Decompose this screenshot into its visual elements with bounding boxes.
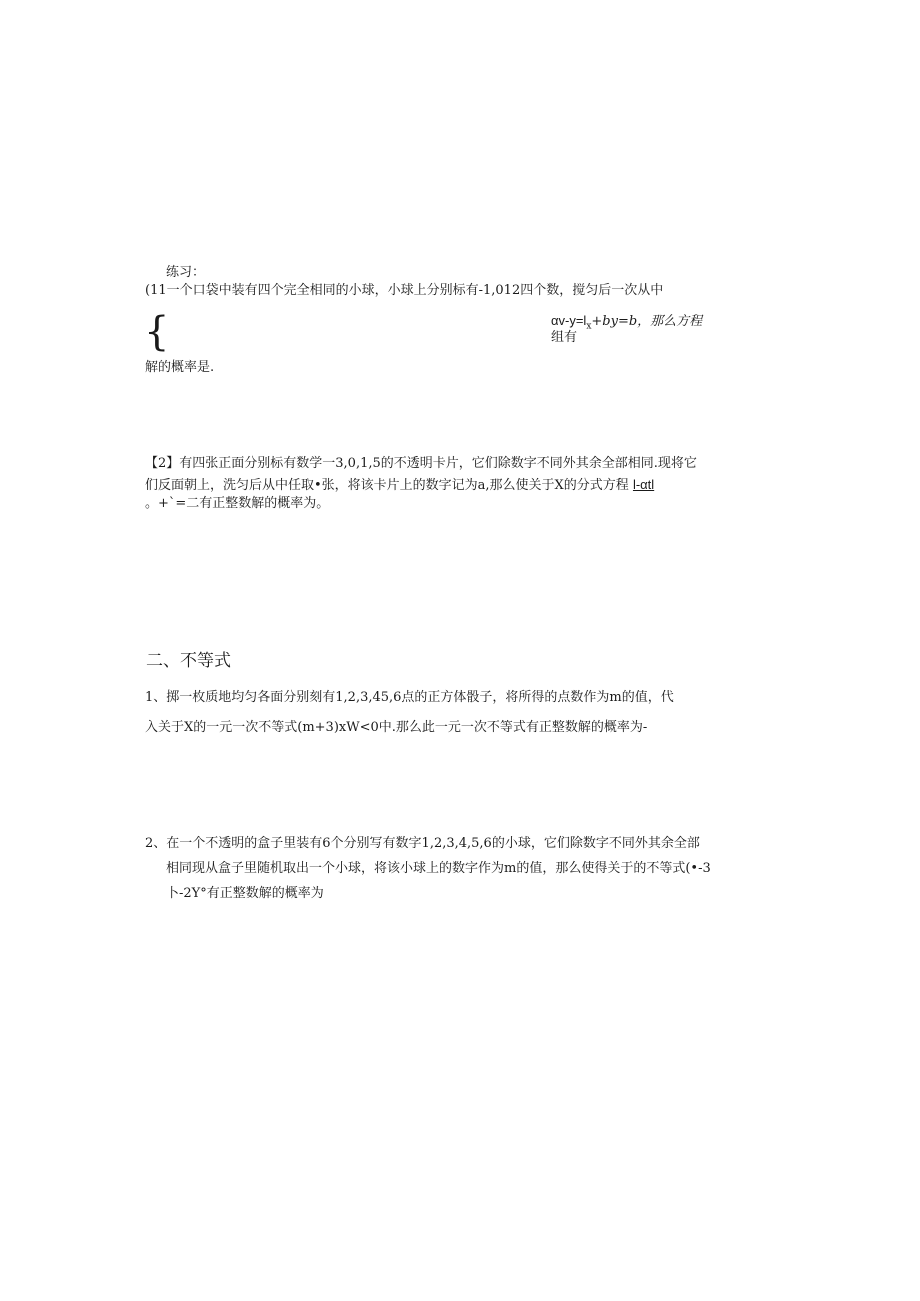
equation-part-2: +by=b，那么方程 xyxy=(591,314,703,329)
fraction-numerator: l-αtl xyxy=(632,477,655,492)
section-heading-inequality: 二、不等式 xyxy=(146,651,231,671)
item-2-line-3: 卜-2Y°有正整数解的概率为 xyxy=(166,886,324,901)
question-2-line-3: 。+ˋ=二有正整数解的概率为。 xyxy=(145,496,330,511)
item-2-line-2: 相同现从盒子里随机取出一个小球，将该小球上的数字作为m的值，那么使得关于的不等式(•-3 xyxy=(166,861,711,876)
item-1-line-2: 入关于X的一元一次不等式(m+3)xW<0中.那么此一元一次不等式有正整数解的概率为- xyxy=(145,720,648,735)
question-2-line-2-text: 们反面朝上，洗匀后从中任取•张，将该卡片上的数字记为a,那么使关于X的分式方程 xyxy=(145,478,629,493)
equation-subscript: x xyxy=(586,321,592,332)
equation-part-1: αv-y=l xyxy=(551,313,587,328)
item-2-line-1: 2、在一个不透明的盒子里装有6个分别写有数字1,2,3,4,5,6的小球，它们除数字不同外其余全部 xyxy=(145,836,700,851)
practice-label: 练习： xyxy=(166,265,206,280)
question-2-line-2 xyxy=(145,477,654,494)
question-1-line-1: (11一个口袋中装有四个完全相同的小球，小球上分别标有-1,012四个数，搅匀后一次从中 xyxy=(145,283,664,298)
question-1-line-3: 解的概率是. xyxy=(145,360,215,375)
item-1-line-1: 1、掷一枚质地均匀各面分别刻有1,2,3,45,6点的正方体骰子，将所得的点数作为m的值，代 xyxy=(145,690,674,705)
question-2-line-1: 【2】有四张正面分别标有数学一3,0,1,5的不透明卡片，它们除数字不同外其余全部相同.现将它 xyxy=(145,456,697,471)
equation-system-brace: { xyxy=(144,309,170,355)
equation-system-line-2: 组有 xyxy=(551,330,578,345)
